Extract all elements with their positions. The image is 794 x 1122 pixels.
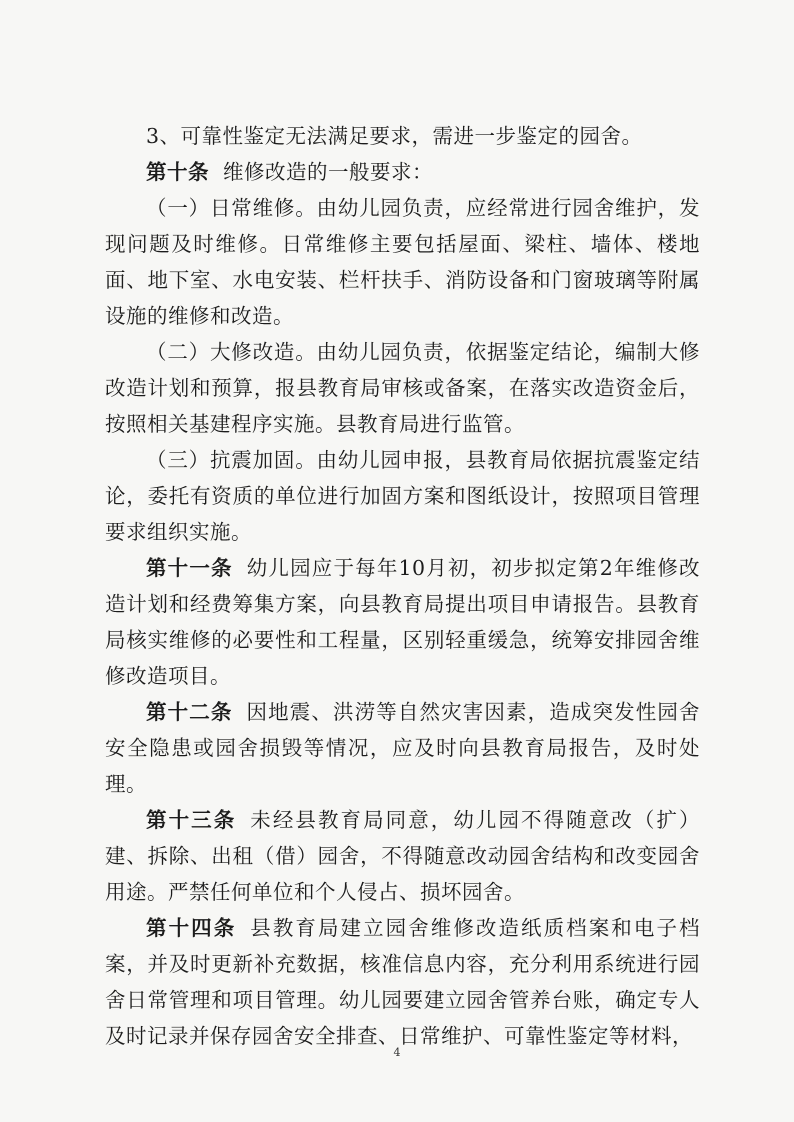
paragraph — [105, 442, 700, 550]
article-heading: 第十三条 — [146, 808, 237, 832]
paragraph — [105, 334, 700, 442]
paragraph-text: 幼儿园应于每年10月初，初步拟定第2年维修改造计划和经费筹集方案，向县教育局提出项目申请报告。县教育局核实维修的必要性和工程量，区别轻重缓急，统筹安排园舍维修改造项目。 — [105, 556, 700, 688]
paragraph — [105, 118, 700, 154]
article-heading: 第十二条 — [146, 700, 233, 724]
paragraph — [105, 550, 700, 694]
paragraph-text: 因地震、洪涝等自然灾害因素，造成突发性园舍安全隐患或园舍损毁等情况，应及时向县教育局报告，及时处理。 — [105, 700, 700, 796]
paragraph-text: 维修改造的一般要求： — [223, 160, 433, 184]
paragraph-text: 未经县教育局同意，幼儿园不得随意改（扩）建、拆除、出租（借）园舍，不得随意改动园舍结构和改变园舍用途。严禁任何单位和个人侵占、损坏园舍。 — [105, 808, 701, 904]
paragraph — [105, 802, 700, 910]
paragraph-text: （二）大修改造。由幼儿园负责，依据鉴定结论，编制大修改造计划和预算，报县教育局审核或备案，在落实改造资金后，按照相关基建程序实施。县教育局进行监管。 — [105, 340, 700, 436]
paragraph — [105, 694, 700, 802]
paragraph-text: 县教育局建立园舍维修改造纸质档案和电子档案，并及时更新补充数据，核准信息内容，充分利用系统进行园舍日常管理和项目管理。幼儿园要建立园舍管养台账，确定专人及时记录并保存园舍安全排查、日常维护、可靠性鉴定等材料， — [105, 916, 701, 1048]
paragraph — [105, 910, 700, 1054]
paragraph — [105, 190, 700, 334]
paragraph-text: 3、可靠性鉴定无法满足要求，需进一步鉴定的园舍。 — [146, 124, 643, 148]
paragraph — [105, 154, 700, 190]
article-heading: 第十一条 — [146, 556, 233, 580]
document-body — [105, 118, 700, 1054]
page-number: 4 — [393, 1046, 401, 1059]
paragraph-text: （三）抗震加固。由幼儿园申报，县教育局依据抗震鉴定结论，委托有资质的单位进行加固方案和图纸设计，按照项目管理要求组织实施。 — [105, 448, 700, 544]
article-heading: 第十四条 — [146, 916, 237, 940]
paragraph-text: （一）日常维修。由幼儿园负责，应经常进行园舍维护，发现问题及时维修。日常维修主要包括屋面、梁柱、墙体、楼地面、地下室、水电安装、栏杆扶手、消防设备和门窗玻璃等附属设施的维修和改造。 — [105, 196, 700, 328]
article-heading: 第十条 — [146, 160, 209, 184]
